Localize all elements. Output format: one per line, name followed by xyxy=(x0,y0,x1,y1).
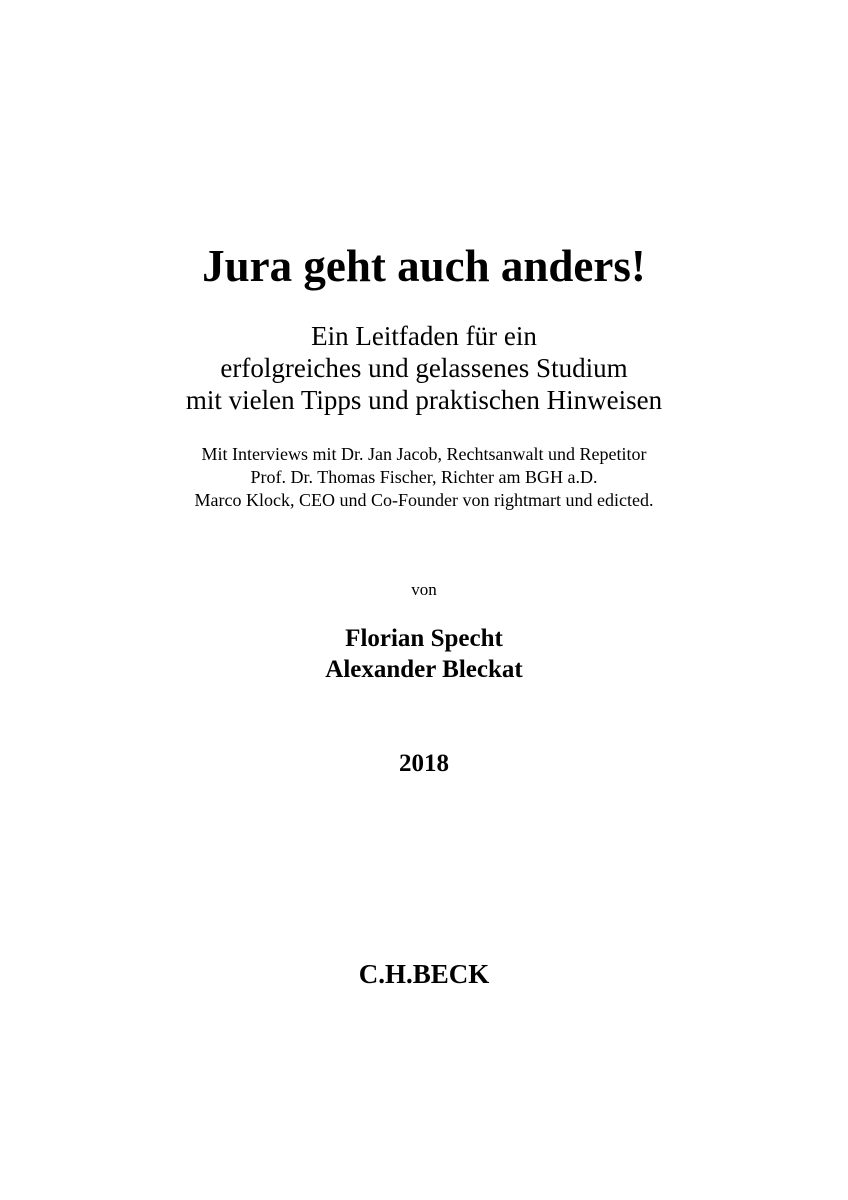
book-subtitle xyxy=(0,320,848,416)
author-name: Alexander Bleckat xyxy=(325,656,523,683)
subtitle-line: erfolgreiches und gelassenes Studium xyxy=(220,353,628,383)
publisher-name: C.H.BECK xyxy=(358,959,490,989)
subtitle-line: mit vielen Tipps und praktischen Hinweisen xyxy=(185,385,663,415)
authors xyxy=(0,623,848,685)
book-title: Jura geht auch anders! xyxy=(202,241,646,291)
interview-line: Prof. Dr. Thomas Fischer, Richter am BGH a.D. xyxy=(250,467,598,487)
subtitle-line: Ein Leitfaden für ein xyxy=(311,321,537,351)
by-label: von xyxy=(411,580,437,599)
author-name: Florian Specht xyxy=(345,625,503,652)
publication-year: 2018 xyxy=(399,750,449,777)
interview-line: Mit Interviews mit Dr. Jan Jacob, Rechtsanwalt und Repetitor xyxy=(201,444,647,464)
interviews-note xyxy=(0,443,848,512)
interview-line: Marco Klock, CEO und Co-Founder von rightmart und edicted. xyxy=(194,490,654,510)
